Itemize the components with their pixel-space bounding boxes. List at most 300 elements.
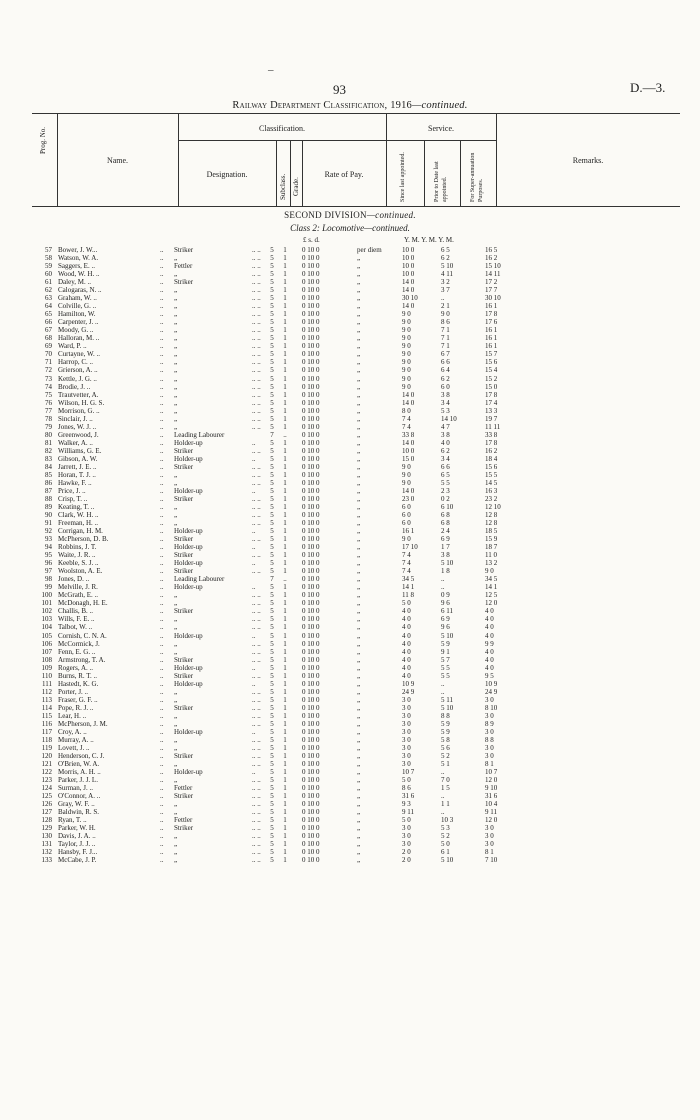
grade: 1 [283,743,287,752]
grade: 1 [283,382,287,391]
service-superannuation: 3 0 [485,840,494,849]
rate-of-pay: 0 10 0 [302,246,320,254]
pay-period: „ [357,727,361,736]
grade: 1 [283,607,287,616]
grade: 1 [283,278,287,287]
designation: Striker [174,278,194,287]
designation: „ [174,760,178,768]
service-superannuation: 15 6 [485,462,498,471]
service-superannuation: 15 2 [485,374,498,383]
service-prior: 6 8 [441,519,450,528]
leader-dots: .. [160,719,164,728]
subclass: 5 [270,294,274,303]
pay-period: „ [357,430,361,439]
subclass: 5 [270,374,274,383]
leader-dots: .. .. [252,832,261,841]
subclass: 5 [270,246,274,254]
leader-dots: .. [160,398,164,407]
table-row [0,672,700,680]
table-row [0,246,700,254]
pay-period: „ [357,735,361,744]
service-prior: 5 2 [441,832,450,841]
leader-dots: .. [160,503,164,511]
service-superannuation: 16 1 [485,302,498,311]
leader-dots: .. [160,470,164,479]
rate-of-pay: 0 10 0 [302,703,320,712]
rate-of-pay: 0 10 0 [302,768,320,777]
rate-of-pay: 0 10 0 [302,615,320,624]
employee-name: Pope, R. J. .. [58,703,94,712]
service-prior: 8 6 [441,318,450,327]
rate-of-pay: 0 10 0 [302,607,320,616]
pay-period: „ [357,695,361,704]
table-row [0,270,700,278]
subclass: 5 [270,599,274,608]
subclass: 5 [270,318,274,327]
rate-of-pay: 0 10 0 [302,342,320,351]
prog-no: 75 [45,390,52,399]
service-since-last: 9 0 [402,310,411,319]
employee-name: Curtayne, W. .. [58,350,100,359]
service-since-last: 3 0 [402,760,411,768]
pay-period: „ [357,800,361,809]
table-row [0,350,700,358]
pay-period: „ [357,575,361,584]
leader-dots: .. .. [252,286,261,295]
subclass: 5 [270,848,274,857]
service-prior: 5 5 [441,663,450,672]
prog-no: 123 [41,776,52,785]
service-since-last: 10 0 [402,246,415,254]
service-superannuation: 8 10 [485,703,498,712]
subclass: 5 [270,719,274,728]
rate-of-pay: 0 10 0 [302,559,320,568]
table-row [0,366,700,374]
leader-dots: .. [160,599,164,608]
designation: „ [174,310,178,319]
prog-no: 63 [45,294,52,303]
table-row [0,375,700,383]
pay-period: „ [357,647,361,656]
table-row [0,342,700,350]
col-divider [424,140,425,206]
subclass: 5 [270,270,274,279]
leader-dots: .. .. [252,792,261,801]
pay-period: „ [357,527,361,536]
service-since-last: 33 8 [402,430,415,439]
employee-name: Porter, J. .. [58,687,89,696]
table-row [0,591,700,599]
service-prior: 5 9 [441,639,450,648]
grade: 1 [283,768,287,777]
employee-name: Grierson, A. .. [58,366,98,375]
leader-dots: .. [160,623,164,632]
leader-dots: .. .. [252,358,261,367]
service-since-last: 9 0 [402,382,411,391]
leader-dots: .. [160,406,164,415]
service-superannuation: 18 7 [485,543,498,552]
leader-dots: .. .. [252,615,261,624]
subclass: 5 [270,310,274,319]
grade: 1 [283,262,287,271]
leader-dots: .. [160,342,164,351]
service-superannuation: 12 5 [485,591,498,600]
service-since-last: 10 0 [402,254,415,263]
service-superannuation: 12 0 [485,816,498,825]
division-heading [0,210,700,220]
grade: 1 [283,800,287,809]
employee-name: Freeman, H. .. [58,519,99,528]
leader-dots: .. [160,494,164,503]
table-row [0,455,700,463]
subclass: 5 [270,743,274,752]
prog-no: 81 [45,438,52,447]
grade: 1 [283,302,287,311]
rate-of-pay: 0 10 0 [302,535,320,544]
pay-period: „ [357,551,361,560]
leader-dots: .. [160,286,164,295]
designation: Striker [174,551,194,560]
prog-no: 107 [41,647,52,656]
employee-name: Wood, W. H. .. [58,270,100,279]
leader-dots: .. .. [252,599,261,608]
division-name: SECOND DIVISION [284,210,367,220]
service-superannuation: 18 4 [485,454,498,463]
pay-period: per diem [357,246,382,254]
prog-no: 108 [41,655,52,664]
grade: 1 [283,567,287,576]
prog-no: 80 [45,430,52,439]
grade: 1 [283,599,287,608]
leader-dots: .. .. [252,390,261,399]
prog-no: 132 [41,848,52,857]
subclass: 5 [270,607,274,616]
subclass: 5 [270,559,274,568]
prog-no: 133 [41,856,52,865]
table-row [0,808,700,816]
prog-no: 58 [45,254,52,263]
table-row [0,760,700,768]
pay-period: „ [357,446,361,455]
rate-of-pay: 0 10 0 [302,583,320,592]
service-superannuation: 8 8 [485,735,494,744]
rate-of-pay: 0 10 0 [302,486,320,495]
prog-no: 73 [45,374,52,383]
leader-dots: .. [160,543,164,552]
grade: 1 [283,631,287,640]
top-dash: – [268,64,274,76]
leader-dots: .. [252,486,256,495]
rate-of-pay: 0 10 0 [302,575,320,584]
prog-no: 131 [41,840,52,849]
since-last-header: Since last appointed. [400,152,406,202]
designation: Striker [174,703,194,712]
leader-dots: .. [252,631,256,640]
pay-period: „ [357,262,361,271]
leader-dots: .. .. [252,366,261,375]
leader-dots: .. [160,366,164,375]
rate-of-pay: 0 10 0 [302,503,320,511]
grade: 1 [283,414,287,423]
leader-dots: .. [252,527,256,536]
leader-dots: .. [160,567,164,576]
rate-of-pay: 0 10 0 [302,318,320,327]
subclass: 5 [270,390,274,399]
rate-of-pay: 0 10 0 [302,543,320,552]
leader-dots: .. .. [252,294,261,303]
employee-name: McGrath, E. .. [58,591,99,600]
designation: „ [174,711,178,720]
service-superannuation: 3 0 [485,727,494,736]
service-superannuation: 12 8 [485,519,498,528]
leader-dots: .. .. [252,310,261,319]
service-prior: 5 9 [441,719,450,728]
employee-name: Calogaras, N. .. [58,286,102,295]
rate-of-pay-header: Rate of Pay. [324,170,364,179]
leader-dots: .. .. [252,840,261,849]
service-superannuation: 17 8 [485,310,498,319]
subclass: 5 [270,687,274,696]
service-since-last: 30 10 [402,294,418,303]
table-row [0,607,700,615]
service-superannuation: 4 0 [485,623,494,632]
pay-period: „ [357,478,361,487]
grade: 1 [283,623,287,632]
table-row [0,567,700,575]
table-row [0,744,700,752]
rate-of-pay: 0 10 0 [302,398,320,407]
designation: Striker [174,792,194,801]
grade: 1 [283,655,287,664]
employee-name: Armstrong, T. A. [58,655,106,664]
service-prior: 5 3 [441,406,450,415]
leader-dots: .. [160,735,164,744]
service-superannuation: 10 9 [485,679,498,688]
employee-name: Fraser, G. F. .. [58,695,98,704]
pay-period: „ [357,470,361,479]
service-superannuation: 4 0 [485,663,494,672]
employee-name: Crisp, T. .. [58,494,88,503]
subclass: 5 [270,342,274,351]
table-row [0,768,700,776]
table-row [0,503,700,511]
pay-period: „ [357,687,361,696]
rate-of-pay: 0 10 0 [302,358,320,367]
leader-dots: .. [160,254,164,263]
service-prior: 6 6 [441,462,450,471]
service-since-last: 9 0 [402,318,411,327]
service-since-last: 9 0 [402,374,411,383]
prog-no: 70 [45,350,52,359]
table-row [0,840,700,848]
leader-dots: .. .. [252,776,261,785]
prog-no: 71 [45,358,52,367]
prog-no: 61 [45,278,52,287]
designation: Holder-up [174,583,203,592]
grade: 1 [283,527,287,536]
subclass: 7 [270,575,274,584]
service-superannuation: 12 0 [485,776,498,785]
table-row [0,832,700,840]
pay-period: „ [357,494,361,503]
service-superannuation: 8 1 [485,760,494,768]
table-row [0,575,700,583]
grade: 1 [283,760,287,768]
pay-period: „ [357,599,361,608]
employee-name: Clark, W. H. .. [58,511,99,520]
leader-dots: .. .. [252,470,261,479]
subclass: 5 [270,511,274,520]
designation: Holder-up [174,527,203,536]
designation: „ [174,326,178,335]
leader-dots: .. [160,840,164,849]
subclass: 5 [270,454,274,463]
leader-dots: .. [160,527,164,536]
subclass: 5 [270,414,274,423]
rate-of-pay: 0 10 0 [302,462,320,471]
leader-dots: .. .. [252,342,261,351]
prog-no: 101 [41,599,52,608]
service-superannuation: 3 0 [485,824,494,833]
employee-name: Rogers, A. .. [58,663,93,672]
subclass: 5 [270,406,274,415]
employee-name: Greenwood, J. [58,430,99,439]
grade: 1 [283,832,287,841]
prog-no: 62 [45,286,52,295]
rate-of-pay: 0 10 0 [302,446,320,455]
employee-name: Corrigan, H. M. [58,527,103,536]
designation: „ [174,800,178,809]
leader-dots: .. [160,848,164,857]
designation: „ [174,647,178,656]
service-superannuation: 7 10 [485,856,498,865]
subclass: 5 [270,623,274,632]
service-since-last: 4 0 [402,663,411,672]
service-superannuation: 17 4 [485,398,498,407]
employee-name: Wills, F. E. .. [58,615,95,624]
service-superannuation: 15 6 [485,358,498,367]
service-since-last: 14 0 [402,302,415,311]
pay-period: „ [357,776,361,785]
service-since-last: 16 1 [402,527,415,536]
leader-dots: .. .. [252,270,261,279]
rate-of-pay: 0 10 0 [302,390,320,399]
row-divider [178,140,496,141]
leader-dots: .. .. [252,414,261,423]
designation: „ [174,599,178,608]
pay-period: „ [357,519,361,528]
leader-dots: .. [160,278,164,287]
grade: 1 [283,310,287,319]
table-row [0,615,700,623]
subclass: 5 [270,735,274,744]
leader-dots: .. .. [252,262,261,271]
service-superannuation: 16 3 [485,486,498,495]
prog-no: 84 [45,462,52,471]
employee-name: Talbot, W. .. [58,623,93,632]
subclass: 5 [270,382,274,391]
service-since-last: 3 0 [402,751,411,760]
designation: „ [174,519,178,528]
leader-dots: .. [160,615,164,624]
pay-period: „ [357,462,361,471]
table-row [0,487,700,495]
service-prior: 5 8 [441,735,450,744]
service-superannuation: 17 6 [485,318,498,327]
rate-of-pay: 0 10 0 [302,334,320,343]
rate-of-pay: 0 10 0 [302,808,320,817]
grade: 1 [283,840,287,849]
designation: Holder-up [174,663,203,672]
designation: „ [174,615,178,624]
prog-no: 112 [41,687,52,696]
designation: „ [174,832,178,841]
service-superannuation: 3 0 [485,832,494,841]
employee-name: Parker, J. J. L. [58,776,98,785]
table-row [0,535,700,543]
prog-no: 120 [41,751,52,760]
subclass: 5 [270,711,274,720]
subclass: 5 [270,631,274,640]
grade: 1 [283,454,287,463]
service-prior: 7 1 [441,334,450,343]
pay-period: „ [357,751,361,760]
pay-period: „ [357,703,361,712]
service-superannuation: 12 8 [485,511,498,520]
rate-of-pay: 0 10 0 [302,519,320,528]
service-prior: 6 2 [441,374,450,383]
leader-dots: .. [160,454,164,463]
prog-no: 97 [45,567,52,576]
rate-of-pay: 0 10 0 [302,663,320,672]
grade: 1 [283,663,287,672]
employee-name: Brodie, J. .. [58,382,91,391]
employee-name: Robbins, J. T. [58,543,97,552]
employee-name: Gray, W. F. .. [58,800,95,809]
employee-name: Graham, W. .. [58,294,97,303]
service-prior: 5 10 [441,703,454,712]
rate-of-pay: 0 10 0 [302,422,320,431]
table-row [0,383,700,391]
grade: 1 [283,703,287,712]
prog-no: 129 [41,824,52,833]
grade: 1 [283,326,287,335]
employee-name: Surman, J. .. [58,784,93,793]
grade: 1 [283,751,287,760]
service-since-last: 9 0 [402,342,411,351]
prog-no: 109 [41,663,52,672]
table-row [0,551,700,559]
prog-no: 91 [45,519,52,528]
service-prior: 1 7 [441,543,450,552]
service-superannuation: 17 8 [485,438,498,447]
prog-no: 125 [41,792,52,801]
leader-dots: .. [160,334,164,343]
designation: „ [174,350,178,359]
prog-no: 72 [45,366,52,375]
service-prior: .. [441,575,445,584]
pay-period: „ [357,302,361,311]
service-since-last: 4 0 [402,639,411,648]
subclass: 7 [270,430,274,439]
service-prior: 5 3 [441,824,450,833]
grade: 1 [283,695,287,704]
table-row [0,784,700,792]
grade: 1 [283,816,287,825]
table-row [0,391,700,399]
employee-name: Jones, W. J. .. [58,422,97,431]
leader-dots: .. [160,711,164,720]
